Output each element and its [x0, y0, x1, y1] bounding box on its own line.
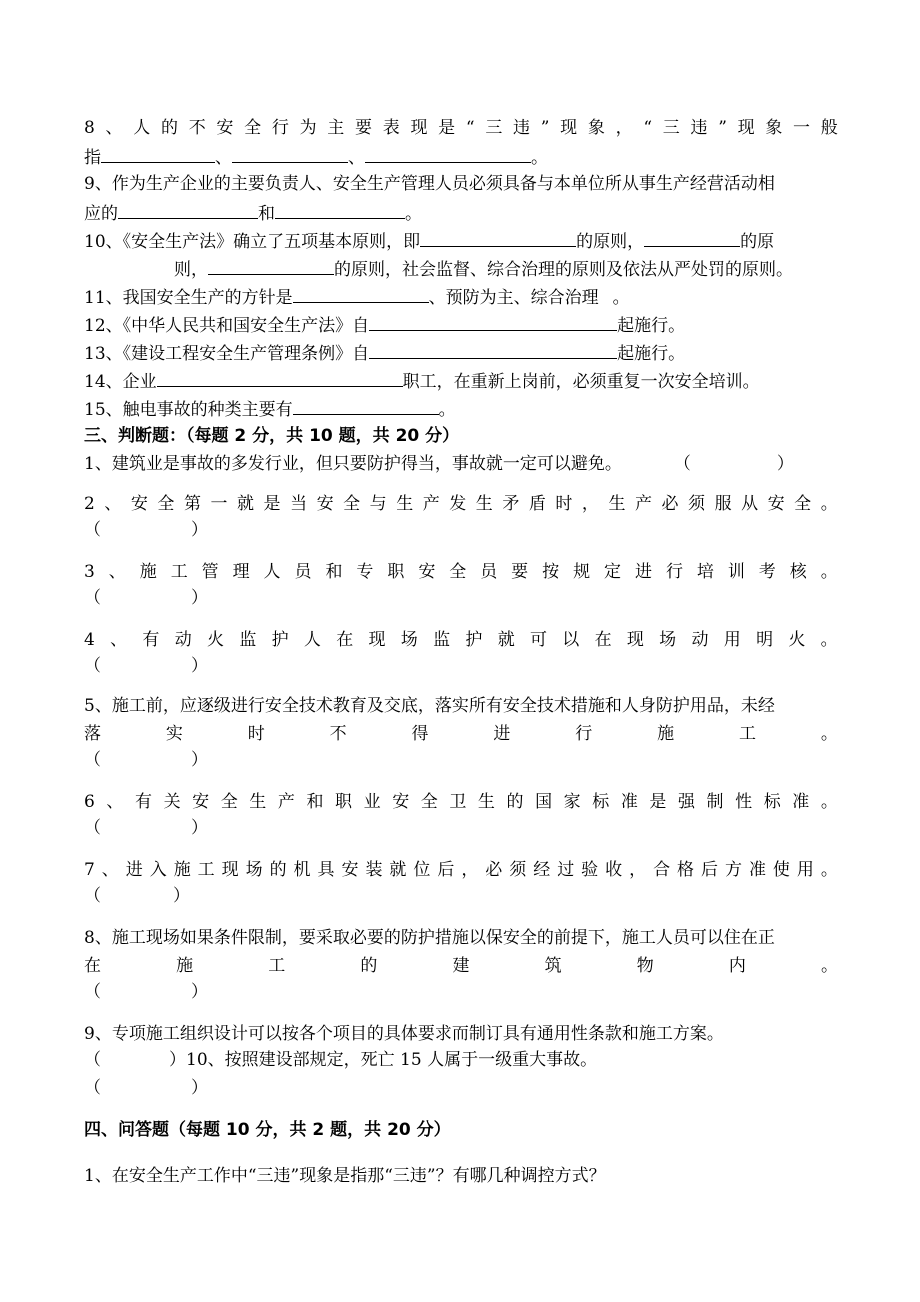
q12-end: 起施行。	[617, 316, 686, 336]
tf-q4-char: 场	[400, 630, 418, 650]
tf-q5-answer[interactable]	[84, 748, 838, 772]
q13-line	[84, 340, 838, 366]
q8-char: 行	[271, 118, 289, 138]
q9-mid: 和	[258, 204, 275, 224]
q8-char: ”	[718, 118, 727, 138]
tf-q2-char: 。	[820, 494, 838, 514]
tf-q4-char: 动	[691, 630, 709, 650]
q8-blank-2[interactable]	[232, 144, 348, 163]
tf-q2-char: 生	[608, 494, 626, 514]
tf-q3-char: 、	[108, 562, 126, 582]
tf-q1-paren-close: ）	[776, 454, 794, 474]
tf-q4-char: 。	[820, 630, 838, 650]
tf-q5-char: 得	[411, 724, 429, 744]
tf-q5-char: 。	[820, 724, 838, 744]
tf-q8-char: 物	[636, 956, 654, 976]
tf-q7-char: 须	[509, 860, 527, 880]
tf-q2-char: 就	[237, 494, 255, 514]
tf-q7-char: 合	[653, 860, 671, 880]
tf-q7-char: 验	[581, 860, 599, 880]
tf-q4-char: 监	[433, 630, 451, 650]
section3-heading: 三、判断题：（每题 2 分，共 10 题，共 20 分）	[84, 426, 460, 446]
tf-q9-paren-close: ）	[169, 1050, 186, 1070]
tf-q7-answer[interactable]	[84, 884, 838, 908]
tf-q6-char: 职	[335, 792, 353, 812]
tf-q2-char: 、	[104, 494, 122, 514]
paren-close: ）	[191, 656, 208, 676]
paren-close: ）	[191, 818, 208, 838]
tf-q6-char: 。	[820, 792, 838, 812]
tf-q5-char: 不	[329, 724, 347, 744]
tf-q3-char: 。	[820, 562, 838, 582]
tf-q5-char: 时	[247, 724, 265, 744]
q8-char: ”	[540, 118, 550, 138]
tf-q7-char: 入	[149, 860, 167, 880]
tf-q6-char: 标	[763, 792, 781, 812]
paren-close: ）	[173, 886, 190, 906]
q8-char: 现	[410, 118, 428, 138]
tf-q2-char: 矛	[502, 494, 520, 514]
q8-char: ，	[615, 118, 633, 138]
tf-q8-char: 筑	[544, 956, 562, 976]
tf-q6-char: 是	[649, 792, 667, 812]
tf-q3-char: 定	[604, 562, 622, 582]
tf-q6-char: 准	[792, 792, 810, 812]
tf-q7-char: 使	[772, 860, 790, 880]
tf-q4-char: 火	[788, 630, 806, 650]
tf-q3-char: 员	[480, 562, 498, 582]
q10-mid-1: 的原则，	[576, 232, 645, 252]
tf-q7-char: 收	[605, 860, 623, 880]
tf-q7-char: 进	[125, 860, 143, 880]
q8-char: 8	[84, 118, 95, 138]
q8-blank-3[interactable]	[365, 144, 531, 163]
tf-q2-char: 时	[555, 494, 573, 514]
tf-q7-char: 工	[197, 860, 215, 880]
tf-q9-line: 9、专项施工组织设计可以按各个项目的具体要求而制订具有通用性条款和施工方案。	[84, 1024, 724, 1044]
tf-q3-answer[interactable]	[84, 586, 838, 610]
tf-q7-char: ，	[629, 860, 647, 880]
q15-line	[84, 396, 838, 422]
tf-q6-char: 国	[535, 792, 553, 812]
q13-prefix: 13、《建设工程安全生产管理条例》自	[84, 344, 370, 364]
q13-end: 起施行。	[617, 344, 686, 364]
tf-q2-line	[84, 492, 838, 516]
paren-close: ）	[191, 750, 208, 770]
q10-mid-2: 的原	[740, 232, 775, 252]
tf-q7-char: 具	[317, 860, 335, 880]
q11-blank[interactable]	[293, 284, 429, 303]
tf-q3-char: 专	[356, 562, 374, 582]
q8-char: 违	[513, 118, 531, 138]
tf-q5-line2	[84, 722, 838, 746]
tf-q7-char: 。	[820, 860, 838, 880]
tf-q6-char: 性	[735, 792, 753, 812]
q10-line2	[174, 256, 854, 282]
q8-char: 象	[765, 118, 783, 138]
tf-q8-char: 的	[360, 956, 378, 976]
tf-q2-char: 必	[661, 494, 679, 514]
tf-q6-char: 有	[134, 792, 152, 812]
tf-q6-char: 全	[420, 792, 438, 812]
tf-q7-char: 后	[437, 860, 455, 880]
q10-line2-prefix: 则，	[174, 260, 208, 280]
tf-q9-answer-and-q10	[84, 1048, 838, 1072]
tf-q3-char: 职	[387, 562, 405, 582]
q8-line1	[84, 116, 838, 140]
tf-q2-char: 盾	[528, 494, 546, 514]
tf-q8-answer[interactable]	[84, 980, 838, 1004]
q10-blank-2[interactable]	[644, 228, 740, 247]
q9-prefix: 应的	[84, 204, 118, 224]
q8-char: 现	[737, 118, 755, 138]
q12-blank[interactable]	[369, 312, 617, 331]
tf-q5-line1: 5、施工前，应逐级进行安全技术教育及交底，落实所有安全技术措施和人身防护用品，未经	[84, 696, 775, 716]
tf-q7-char: 施	[173, 860, 191, 880]
tf-q4-char: 可	[529, 630, 547, 650]
q8-char: 全	[244, 118, 262, 138]
tf-q7-char: 装	[365, 860, 383, 880]
tf-q6-char: 家	[563, 792, 581, 812]
tf-q2-char: 从	[741, 494, 759, 514]
tf-q7-char: 方	[724, 860, 742, 880]
tf-q3-char: 3	[84, 562, 95, 582]
tf-q3-char: 工	[170, 562, 188, 582]
tf-q6-char: 生	[249, 792, 267, 812]
q8-char: 表	[382, 118, 400, 138]
paren-close: ）	[191, 588, 208, 608]
tf-q6-char: 产	[277, 792, 295, 812]
paren-close: ）	[191, 982, 208, 1002]
tf-q2-char: 是	[263, 494, 281, 514]
tf-q1-text: 1、建筑业是事故的多发行业，但只要防护得当，事故就一定可以避免。	[84, 454, 622, 474]
q8-char: 象	[587, 118, 605, 138]
tf-q8-char: 施	[176, 956, 194, 976]
tf-q4-char: 场	[659, 630, 677, 650]
q8-line2	[84, 144, 838, 170]
tf-q5-char: 落	[84, 724, 101, 744]
q9-blank-1[interactable]	[118, 200, 258, 219]
tf-q8-char: 建	[452, 956, 470, 976]
q14-end: 职工，在重新上岗前，必须重复一次安全培训。	[402, 372, 760, 392]
tf-q4-char: 现	[626, 630, 644, 650]
tf-q7-char: 用	[796, 860, 814, 880]
q14-prefix: 14、企业	[84, 372, 157, 392]
q8-char: 的	[160, 118, 178, 138]
q8-end: 。	[531, 148, 548, 168]
q12-line	[84, 312, 838, 338]
tf-q7-char: 准	[748, 860, 766, 880]
tf-q6-answer[interactable]	[84, 816, 838, 840]
tf-q7-char: 安	[341, 860, 359, 880]
tf-q7-line	[84, 858, 838, 882]
paren-open: （	[84, 750, 101, 770]
tf-q4-char: 人	[303, 630, 321, 650]
q12-prefix: 12、《中华人民共和国安全生产法》自	[84, 316, 370, 336]
tf-q3-char: 施	[139, 562, 157, 582]
tf-q3-char: 培	[696, 562, 714, 582]
tf-q2-char: 全	[794, 494, 812, 514]
tf-q2-char: 产	[422, 494, 440, 514]
tf-q3-char: 理	[232, 562, 250, 582]
tf-q7-char: 格	[677, 860, 695, 880]
tf-q2-char: 服	[714, 494, 732, 514]
q10-blank-1[interactable]	[420, 228, 576, 247]
q8-char: 为	[299, 118, 317, 138]
tf-q3-char: 训	[727, 562, 745, 582]
paren-open: （	[84, 520, 101, 540]
tf-q5-char: 进	[493, 724, 511, 744]
tf-q6-char: 准	[620, 792, 638, 812]
tf-q4-char: 用	[723, 630, 741, 650]
q10-line1	[84, 228, 838, 254]
tf-q3-char: 进	[634, 562, 652, 582]
tf-q2-char: 与	[369, 494, 387, 514]
tf-q6-char: 安	[192, 792, 210, 812]
tf-q2-char: 生	[396, 494, 414, 514]
tf-q6-char: 全	[220, 792, 238, 812]
q8-char: 不	[188, 118, 206, 138]
tf-q8-line1: 8、施工现场如果条件限制，要采取必要的防护措施以保安全的前提下，施工人员可以住在正	[84, 928, 775, 948]
tf-q6-char: 的	[506, 792, 524, 812]
tf-q2-answer[interactable]	[84, 518, 838, 542]
paren-close: ）	[191, 1078, 208, 1098]
q9-blank-2[interactable]	[275, 200, 405, 219]
q8-sep-1: 、	[215, 148, 232, 168]
tf-q5-char: 实	[165, 724, 183, 744]
q9-line1: 9、作为生产企业的主要负责人、安全生产管理人员必须具备与本单位所从事生产经营活动相	[84, 174, 775, 194]
tf-q7-char: 经	[533, 860, 551, 880]
tf-q6-char: 制	[706, 792, 724, 812]
tf-q8-char: 内	[728, 956, 746, 976]
q11-prefix: 11、我国安全生产的方针是	[84, 288, 293, 308]
tf-q6-char: 关	[163, 792, 181, 812]
tf-q4-char: 监	[239, 630, 257, 650]
q8-char: 是	[438, 118, 456, 138]
q10-blank-3[interactable]	[208, 256, 334, 275]
tf-q7-char: 的	[269, 860, 287, 880]
tf-q8-line2	[84, 954, 838, 978]
q8-prefix: 指	[84, 148, 101, 168]
tf-q7-char: ，	[461, 860, 479, 880]
tf-q6-char: 卫	[449, 792, 467, 812]
q8-sep-2: 、	[348, 148, 365, 168]
tf-q3-char: 员	[294, 562, 312, 582]
tf-q6-char: 标	[592, 792, 610, 812]
tf-q4-line	[84, 628, 838, 652]
tf-q10-text: 10、按照建设部规定，死亡 15 人属于一级重大事故。	[186, 1050, 598, 1070]
paren-open: （	[84, 982, 101, 1002]
paren-open: （	[84, 818, 101, 838]
tf-q4-char: 、	[110, 630, 128, 650]
tf-q1-line	[84, 452, 838, 476]
tf-q5-char: 工	[739, 724, 756, 744]
tf-q6-char: 强	[677, 792, 695, 812]
paren-close: ）	[191, 520, 208, 540]
tf-q7-char: 就	[389, 860, 407, 880]
tf-q2-char: 安	[130, 494, 148, 514]
tf-q6-char: 、	[106, 792, 124, 812]
tf-q2-char: 一	[210, 494, 228, 514]
q10-line2-rest: 的原则，社会监督、综合治理的原则及依法从严处罚的原则。	[334, 260, 793, 280]
section4-heading: 四、问答题（每题 10 分，共 2 题，共 20 分）	[84, 1120, 451, 1140]
tf-q3-char: 安	[418, 562, 436, 582]
tf-q5-char: 行	[575, 724, 593, 744]
tf-q7-char: 场	[245, 860, 263, 880]
paren-open: （	[84, 656, 101, 676]
tf-q4-char: 在	[594, 630, 612, 650]
tf-q4-char: 以	[562, 630, 580, 650]
tf-q6-char: 业	[363, 792, 381, 812]
tf-q8-char: 。	[821, 956, 838, 976]
tf-q5-char: 施	[657, 724, 675, 744]
q8-char: 、	[105, 118, 123, 138]
tf-q3-line	[84, 560, 838, 584]
qa-q1-text: 1、在安全生产工作中“三违”现象是指那“三违”？有哪几种调控方式？	[84, 1166, 606, 1186]
tf-q3-char: 考	[758, 562, 776, 582]
tf-q7-char: 现	[221, 860, 239, 880]
tf-q3-char: 要	[511, 562, 529, 582]
q8-char: 人	[133, 118, 151, 138]
tf-q4-char: 现	[368, 630, 386, 650]
q8-char: “	[465, 118, 475, 138]
paren-open: （	[84, 588, 101, 608]
tf-q3-char: 行	[665, 562, 683, 582]
tf-q8-char: 工	[268, 956, 286, 976]
tf-q4-char: 火	[207, 630, 225, 650]
tf-q2-char: 产	[634, 494, 652, 514]
tf-q3-char: 核	[789, 562, 807, 582]
tf-q7-char: 后	[701, 860, 719, 880]
tf-q4-char: 护	[271, 630, 289, 650]
q15-end: 。	[438, 400, 456, 420]
q8-char: 违	[690, 118, 708, 138]
tf-q7-char: 7	[84, 860, 95, 880]
tf-q3-char: 规	[573, 562, 591, 582]
q8-char: “	[643, 118, 653, 138]
tf-q4-char: 明	[756, 630, 774, 650]
tf-q7-char: 机	[293, 860, 311, 880]
tf-q2-char: 安	[316, 494, 334, 514]
q8-char: 三	[485, 118, 503, 138]
q8-char: 要	[355, 118, 373, 138]
tf-q6-char: 安	[392, 792, 410, 812]
q11-rest: 、预防为主、综合治理	[428, 288, 599, 308]
tf-q6-char: 和	[306, 792, 324, 812]
paren-open: （	[84, 1078, 101, 1098]
tf-q2-char: 第	[183, 494, 201, 514]
tf-q3-char: 按	[542, 562, 560, 582]
q8-blank-1[interactable]	[101, 144, 215, 163]
q8-char: 现	[560, 118, 578, 138]
tf-q2-char: 须	[688, 494, 706, 514]
tf-q3-char: 全	[449, 562, 467, 582]
tf-q7-char: 位	[413, 860, 431, 880]
tf-q2-char: 当	[290, 494, 308, 514]
tf-q6-char: 6	[84, 792, 95, 812]
q10-prefix: 10、《安全生产法》确立了五项基本原则，即	[84, 232, 421, 252]
tf-q3-char: 管	[201, 562, 219, 582]
tf-q9-paren-open[interactable]: （	[84, 1050, 101, 1070]
tf-q4-answer[interactable]	[84, 654, 838, 678]
q14-line	[84, 368, 838, 394]
tf-q7-char: 、	[101, 860, 119, 880]
q14-blank[interactable]	[157, 368, 403, 387]
tf-q7-char: 必	[485, 860, 503, 880]
tf-q4-char: 4	[84, 630, 95, 650]
q8-char: 安	[216, 118, 234, 138]
tf-q4-char: 护	[465, 630, 483, 650]
tf-q7-char: 过	[557, 860, 575, 880]
tf-q2-char: 2	[84, 494, 95, 514]
q11-end: 。	[612, 288, 630, 308]
tf-q2-char: 安	[767, 494, 785, 514]
q13-blank[interactable]	[369, 340, 617, 359]
tf-q6-line	[84, 790, 838, 814]
tf-q4-char: 就	[497, 630, 515, 650]
tf-q2-char: 生	[475, 494, 493, 514]
tf-q3-char: 和	[325, 562, 343, 582]
tf-q4-char: 有	[142, 630, 160, 650]
tf-q2-char: ，	[581, 494, 599, 514]
tf-q10-answer[interactable]	[84, 1076, 838, 1100]
q8-char: 般	[820, 118, 838, 138]
tf-q2-char: 发	[449, 494, 467, 514]
tf-q3-char: 人	[263, 562, 281, 582]
q8-char: 三	[662, 118, 680, 138]
tf-q4-char: 在	[336, 630, 354, 650]
q8-char: 一	[793, 118, 811, 138]
tf-q2-char: 全	[343, 494, 361, 514]
q8-char: 主	[327, 118, 345, 138]
tf-q4-char: 动	[174, 630, 192, 650]
q15-prefix: 15、触电事故的种类主要有	[84, 400, 293, 420]
tf-q1-paren-open[interactable]: （	[673, 454, 691, 474]
paren-open: （	[84, 886, 101, 906]
q9-end: 。	[405, 204, 422, 224]
tf-q8-char: 在	[84, 956, 101, 976]
tf-q2-char: 全	[157, 494, 175, 514]
q9-line2	[84, 200, 838, 226]
q11-line	[84, 284, 838, 310]
q15-blank[interactable]	[293, 396, 439, 415]
tf-q6-char: 生	[477, 792, 495, 812]
